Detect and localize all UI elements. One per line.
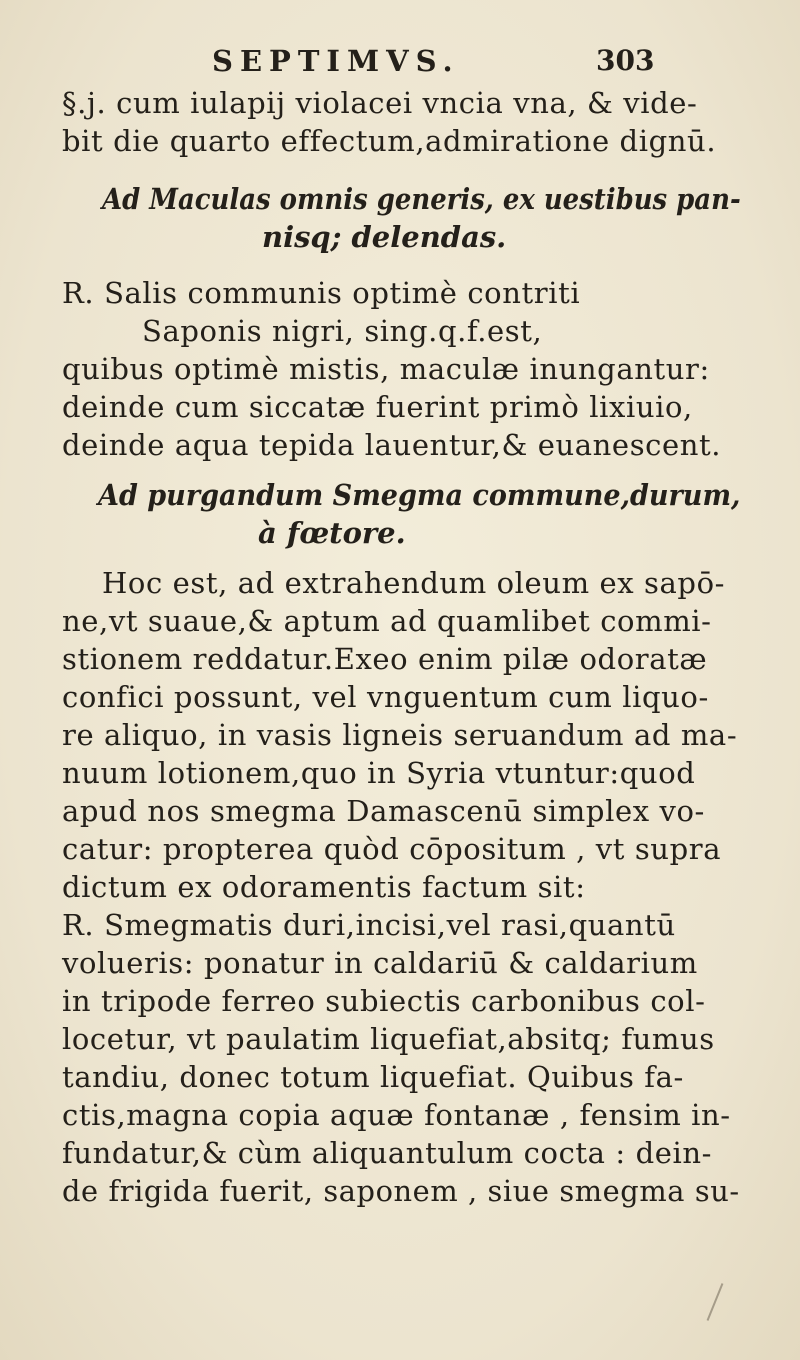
text-line: dictum ex odoramentis factum sit: — [62, 870, 586, 904]
text-line: ne,vt suaue,& aptum ad quamlibet commi- — [62, 604, 712, 638]
running-title: SEPTIMVS. — [212, 44, 460, 78]
section-heading-smegma-cont: à fœtore. — [258, 516, 406, 550]
text-line: quibus optimè mistis, maculæ inungantur: — [62, 352, 710, 386]
page-header — [0, 44, 800, 84]
text-line: apud nos smegma Damascenū simplex vo- — [62, 794, 705, 828]
text-line: bit die quarto effectum,admiratione dignū. — [62, 124, 717, 158]
text-line: deinde aqua tepida lauentur,& euanescent. — [62, 428, 722, 462]
page-number: 303 — [596, 44, 655, 77]
text-line: volueris: ponatur in caldariū & caldarium — [62, 946, 698, 980]
text-line: locetur, vt paulatim liquefiat,absitq; fumus — [62, 1022, 715, 1056]
text-line: stionem reddatur.Exeo enim pilæ odoratæ — [62, 642, 708, 676]
text-line: catur: propterea quòd cōpositum , vt supra — [62, 832, 722, 866]
section-heading-smegma: Ad purgandum Smegma commune,durum, — [98, 478, 741, 512]
section-heading-maculas-cont: nisq; delendas. — [262, 220, 507, 254]
ink-stroke-mark — [707, 1283, 724, 1321]
text-line: §.j. cum iulapij violacei vncia vna, & vide- — [62, 86, 698, 120]
text-line: Saponis nigri, sing.q.f.est, — [142, 314, 543, 348]
text-line: re aliquo, in vasis ligneis seruandum ad ma- — [62, 718, 738, 752]
text-line: deinde cum siccatæ fuerint primò lixiuio, — [62, 390, 693, 424]
text-line: Hoc est, ad extrahendum oleum ex sapō- — [102, 566, 726, 600]
text-line: de frigida fuerit, saponem , siue smegma su- — [62, 1174, 740, 1208]
text-line: R. Salis communis optimè contriti — [62, 276, 581, 310]
section-heading-maculas: Ad Maculas omnis generis, ex uestibus pan- — [102, 182, 741, 216]
text-line: in tripode ferreo subiectis carbonibus col- — [62, 984, 706, 1018]
text-line: fundatur,& cùm aliquantulum cocta : dein- — [62, 1136, 713, 1170]
text-line: tandiu, donec totum liquefiat. Quibus fa- — [62, 1060, 684, 1094]
text-line: R. Smegmatis duri,incisi,vel rasi,quantū — [62, 908, 676, 942]
text-line: confici possunt, vel vnguentum cum liquo- — [62, 680, 709, 714]
text-line: ctis,magna copia aquæ fontanæ , fensim in- — [62, 1098, 731, 1132]
text-line: nuum lotionem,quo in Syria vtuntur:quod — [62, 756, 696, 790]
